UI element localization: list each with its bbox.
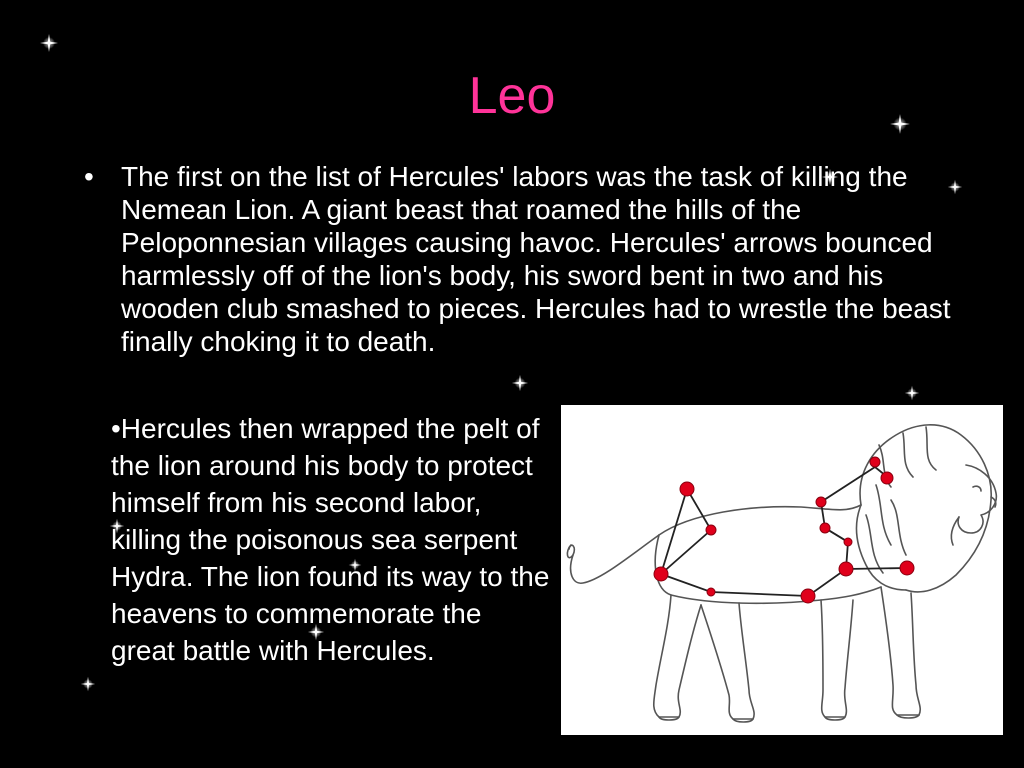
constellation-star-icon (706, 525, 716, 535)
lion-icon (561, 405, 1003, 735)
constellation-star-icon (654, 567, 668, 581)
slide-title: Leo (468, 67, 556, 125)
sparkle-star-icon (512, 375, 528, 391)
leo-constellation-image (561, 405, 1003, 735)
constellation-star-icon (839, 562, 853, 576)
constellation-star-icon (900, 561, 914, 575)
constellation-star-icon (870, 457, 880, 467)
paragraph-text: The first on the list of Hercules' labors was the task of killing the Nemean Lion. A giant beast that roamed the hills of the Peloponnesian villages causing havoc. Hercules' arrows bounced harmlessly off of the lion's body, his sword bent in two and his wooden club smashed to pieces. Hercules had to wrestle the beast finally choking it to death. (121, 161, 951, 357)
constellation-star-icon (680, 482, 694, 496)
sparkle-star-icon (40, 34, 58, 52)
constellation-star-icon (801, 589, 815, 603)
constellation-star-icon (707, 588, 715, 596)
constellation-star-icon (820, 523, 830, 533)
bullet-marker: • (84, 161, 94, 192)
sparkle-star-icon (81, 677, 95, 691)
constellation-star-icon (881, 472, 893, 484)
constellation-star-icon (844, 538, 852, 546)
sub-paragraph: •Hercules then wrapped the pelt of the lion around his body to protect himself from his second labor, killing the poisonous sea serpent Hydra. The lion found its way to the heavens to commemorate the great battle with Hercules. (111, 413, 550, 666)
sparkle-star-icon (905, 386, 919, 400)
constellation-star-icon (816, 497, 826, 507)
